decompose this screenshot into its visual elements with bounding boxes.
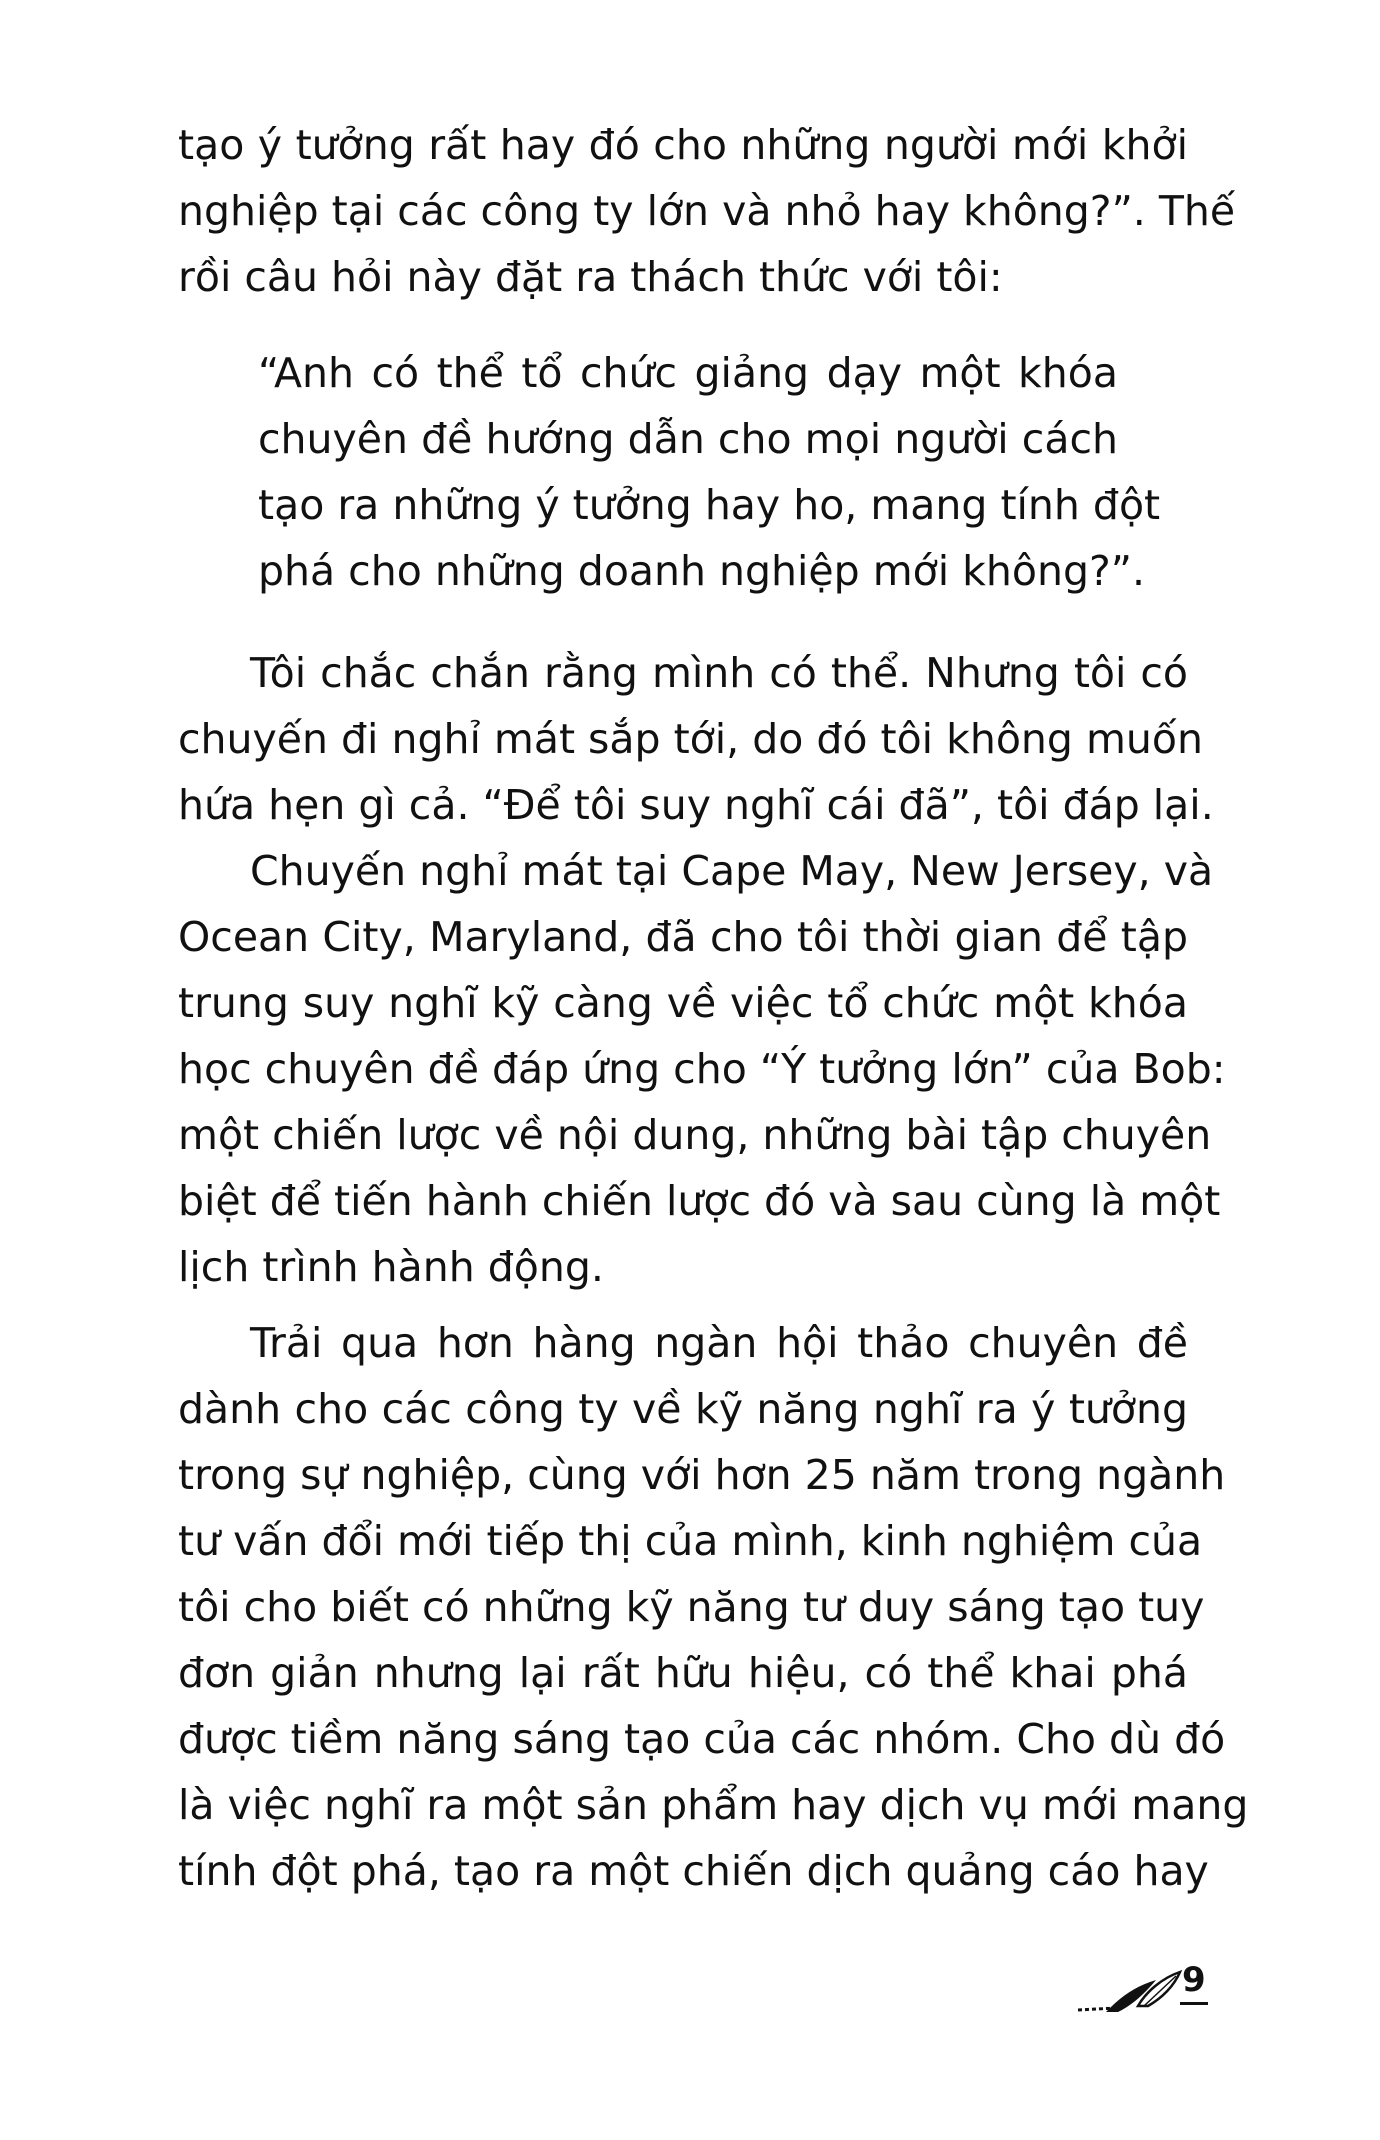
text-line: dành cho các công ty về kỹ năng nghĩ ra ý tưởng — [178, 1385, 1188, 1433]
text-line: tính đột phá, tạo ra một chiến dịch quảng cáo hay — [178, 1847, 1209, 1895]
paragraph-workshops — [178, 1310, 1249, 1904]
text-line: học chuyên đề đáp ứng cho “Ý tưởng lớn” của Bob: — [178, 1045, 1226, 1093]
text-line: chuyến đi nghỉ mát sắp tới, do đó tôi không muốn — [178, 715, 1203, 763]
text-line: tư vấn đổi mới tiếp thị của mình, kinh nghiệm của — [178, 1517, 1203, 1565]
paragraph-cape-may — [178, 838, 1226, 1300]
text-line: trung suy nghĩ kỹ càng về việc tổ chức một khóa — [178, 979, 1188, 1027]
text-line: tạo ý tưởng rất hay đó cho những người mới khởi — [178, 121, 1188, 169]
quill-pen-icon — [1076, 1966, 1186, 2022]
quote-line: chuyên đề hướng dẫn cho mọi người cách — [258, 415, 1118, 463]
page-number: 9 — [1180, 1960, 1208, 2005]
quote-line: “Anh có thể tổ chức giảng dạy một khóa — [258, 349, 1118, 397]
text-line: Trải qua hơn hàng ngàn hội thảo chuyên đề — [250, 1319, 1188, 1367]
text-line: được tiềm năng sáng tạo của các nhóm. Cho dù đó — [178, 1715, 1226, 1763]
text-line: biệt để tiến hành chiến lược đó và sau cùng là một — [178, 1177, 1221, 1225]
text-line: Ocean City, Maryland, đã cho tôi thời gian để tập — [178, 913, 1188, 961]
text-line: nghiệp tại các công ty lớn và nhỏ hay không?”. Thế — [178, 187, 1236, 235]
quote-line: phá cho những doanh nghiệp mới không?”. — [258, 547, 1146, 595]
text-line: trong sự nghiệp, cùng với hơn 25 năm trong ngành — [178, 1451, 1226, 1499]
text-line: rồi câu hỏi này đặt ra thách thức với tôi: — [178, 253, 1003, 301]
text-line: đơn giản nhưng lại rất hữu hiệu, có thể khai phá — [178, 1649, 1188, 1697]
text-line: Chuyến nghỉ mát tại Cape May, New Jersey, và — [250, 847, 1214, 895]
paragraph-vacation-reply — [178, 640, 1214, 838]
text-line: hứa hẹn gì cả. “Để tôi suy nghĩ cái đã”, tôi đáp lại. — [178, 781, 1214, 829]
text-line: tôi cho biết có những kỹ năng tư duy sáng tạo tuy — [178, 1583, 1205, 1631]
text-line: một chiến lược về nội dung, những bài tập chuyên — [178, 1111, 1212, 1159]
text-line: là việc nghĩ ra một sản phẩm hay dịch vụ mới mang — [178, 1781, 1249, 1829]
paragraph-continuation — [178, 112, 1236, 310]
text-line: lịch trình hành động. — [178, 1243, 604, 1291]
quote-line: tạo ra những ý tưởng hay ho, mang tính đột — [258, 481, 1161, 529]
block-quote — [258, 340, 1161, 604]
text-line: Tôi chắc chắn rằng mình có thể. Nhưng tôi có — [250, 649, 1188, 697]
